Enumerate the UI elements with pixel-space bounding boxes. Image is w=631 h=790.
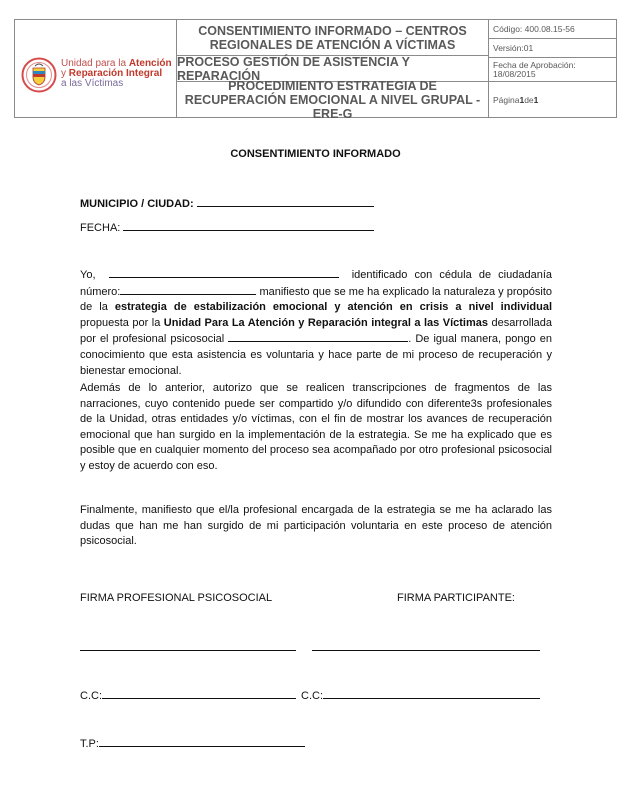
sign-professional-line[interactable] [80,650,296,651]
fecha-row [80,220,374,234]
paragraph-final: Finalmente, manifiesto que el/la profesional encargada de la estrategia se me ha aclarado las dudas que han me han surgido de mi participación voluntaria en este proceso de atención psicosocial. [80,504,552,548]
cc-participant-row [301,688,540,702]
tp-field[interactable] [99,736,305,747]
header-procedure: PROCEDIMIENTO ESTRATEGIA DE RECUPERACIÓN EMOCIONAL A NIVEL GRUPAL -ERE-G [177,82,489,117]
sign-participant-line[interactable] [312,650,540,651]
cc-professional-field[interactable] [102,688,296,699]
municipio-row [80,196,374,210]
paragraph-consent: Yo, identificado con cédula de ciudadanía número: manifiesto que se me ha explicado la naturaleza y propósito de la estrategia de estabilización emocional y atención en crisis a nivel individual propuesta por la Unidad Para La Atención y Reparación integral a las Víctimas desarrollada por el profesional psicosocial . De igual manera, pongo en conocimiento que esta asistencia es voluntaria y hace parte de mi proceso de recuperación y bienestar emocional. [80,269,553,377]
approval-label: Fecha de Aprobación: [493,59,576,70]
cc-professional-label: C.C: [80,690,102,702]
municipio-label: MUNICIPIO / CIUDAD: [80,198,194,210]
sign-participant-label: FIRMA PARTICIPANTE: [397,592,515,604]
header-process: PROCESO GESTIÓN DE ASISTENCIA Y REPARACIÓN [177,56,489,82]
colombia-coat-of-arms-logo [21,57,57,93]
paragraph-authorization: Además de lo anterior, autorizo que se realicen transcripciones de fragmentos de las narraciones, cuyo contenido puede ser compartido y/o difundido con diferente3s profesionales de la Unidad, otras entidades y/o víctimas, con el fin de mostrar los avances de recuperación emocional que han surgido en la implementación de la estrategia. Se me ha explicado que es posible que en cualquier momento del proceso sea acompañado por otro profesional psicosocial y estoy de acuerdo con eso. [80,382,552,472]
cc-participant-label: C.C: [301,690,323,702]
fecha-field[interactable] [123,220,374,231]
cc-participant-field[interactable] [323,688,540,699]
header-title: CONSENTIMIENTO INFORMADO – CENTROS REGIONALES DE ATENCIÓN A VÍCTIMAS [177,20,489,56]
logo-cell [15,20,177,117]
tp-label: T.P: [80,738,99,750]
header-version: Versión:01 [489,39,616,58]
municipio-field[interactable] [197,196,374,207]
cc-professional-row [80,688,296,702]
approval-date: 18/08/2015 [493,68,536,79]
header-code: Código: 400.08.15-56 [489,20,616,39]
document-header [14,19,617,121]
professional-field[interactable] [228,331,408,342]
tp-row [80,736,305,750]
document-title: CONSENTIMIENTO INFORMADO [230,148,401,160]
name-field[interactable] [109,267,339,278]
header-page: Página 1 de 1 [493,94,539,105]
logo-wordmark: Unidad para la Atención y Reparación Integral a las Víctimas [61,58,172,89]
sign-professional-label: FIRMA PROFESIONAL PSICOSOCIAL [80,592,273,604]
cedula-field[interactable] [120,284,256,295]
header-approval [489,58,616,82]
fecha-label: FECHA: [80,222,121,234]
